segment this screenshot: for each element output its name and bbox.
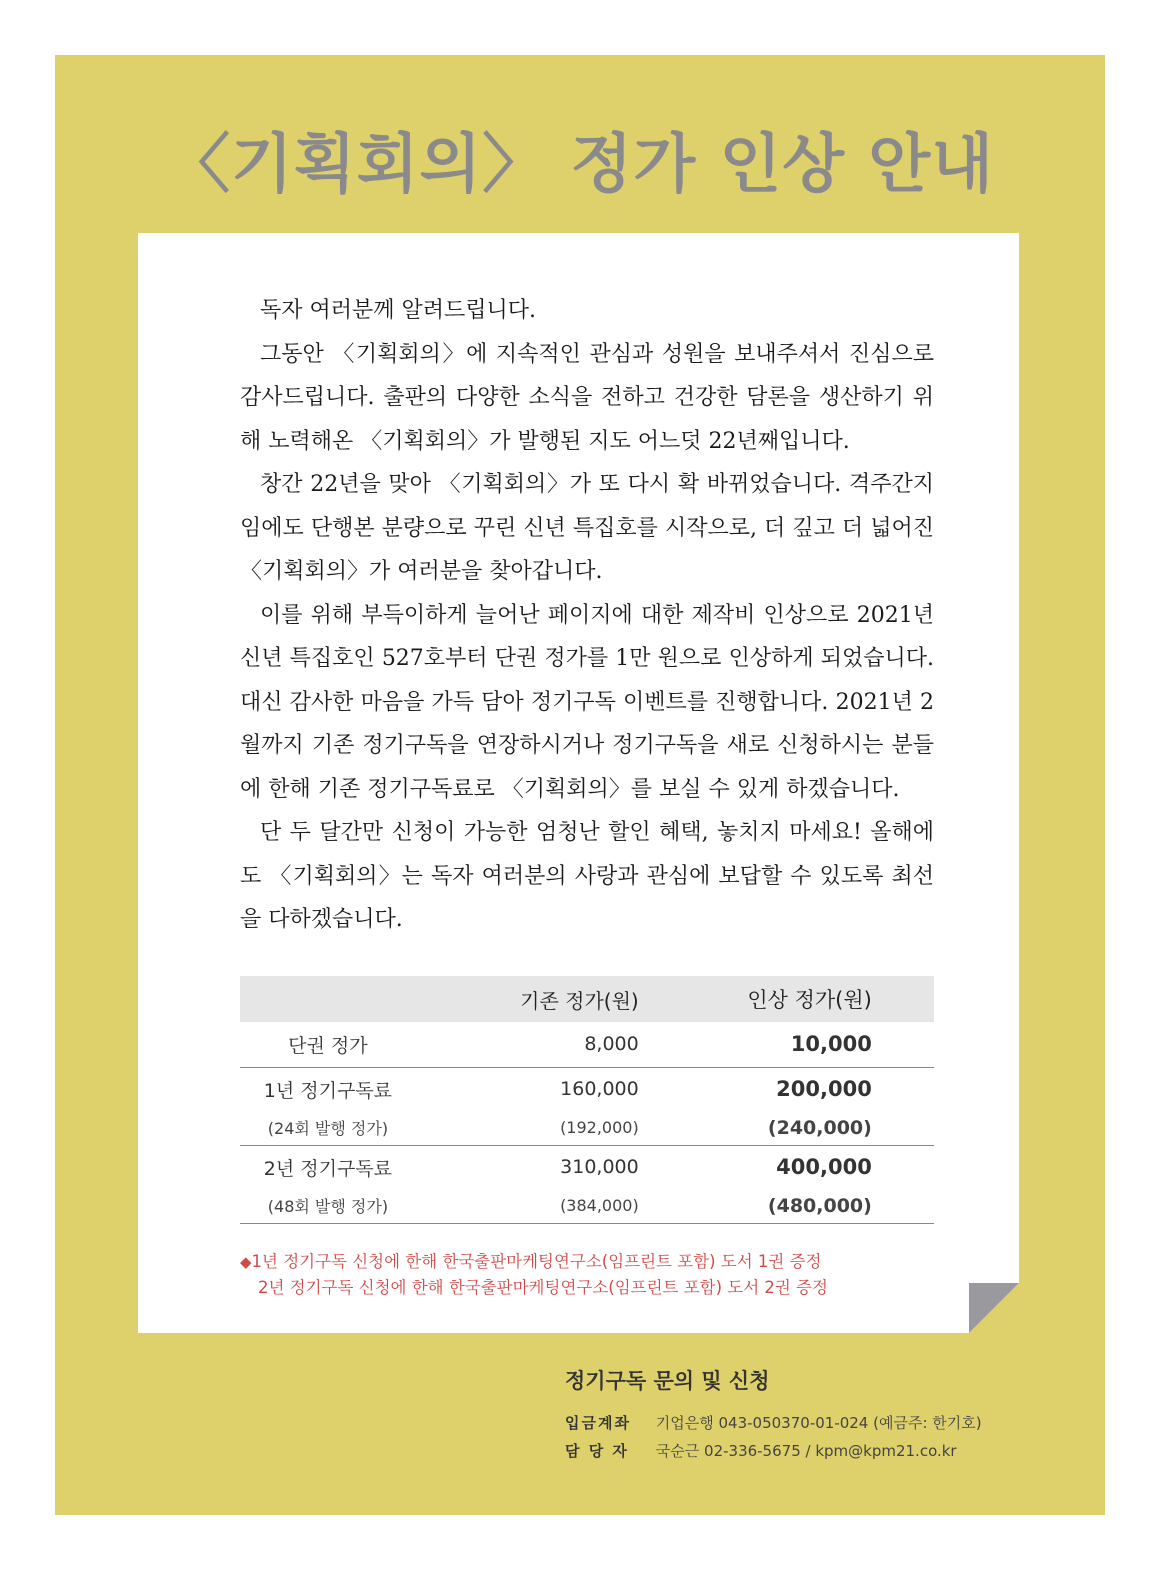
row-sub-label: (24회 발행 정가): [240, 1111, 416, 1145]
row-old-price: 310,000: [560, 1156, 639, 1179]
gift-note-2yr: 2년 정기구독 신청에 한해 한국출판마케팅연구소(임프린트 포함) 도서 2권 증정: [258, 1278, 828, 1297]
row-new-price: 200,000: [776, 1077, 872, 1102]
table-subrow: [240, 1189, 934, 1223]
row-sub-old-price: (192,000): [416, 1111, 639, 1145]
gift-notes: [240, 1249, 940, 1301]
notice-body: [240, 289, 934, 942]
table-header-old-price: 기존 정가(원): [416, 976, 639, 1022]
gift-note-1yr-text: 1년 정기구독 신청에 한해 한국출판마케팅연구소(임프린트 포함) 도서 1권 증정: [251, 1252, 822, 1271]
account-label: 입금계좌: [565, 1414, 631, 1432]
diamond-bullet-icon: ◆: [240, 1253, 252, 1271]
row-label: 1년 정기구독료: [263, 1079, 393, 1102]
paragraph-greeting: 독자 여러분께 알려드립니다.: [260, 298, 537, 323]
manager-label: 담 당 자: [565, 1442, 629, 1460]
paragraph-thanks: 그동안 〈기획회의〉에 지속적인 관심과 성원을 보내주셔서 진심으로 감사드립니다. 출판의 다양한 소식을 전하고 건강한 담론을 생산하기 위해 노력해온 〈기획회의〉가 발행된 지도 어느덧 22년째입니다.: [240, 341, 934, 454]
announcement-frame: [55, 55, 1105, 1515]
price-table: [240, 976, 934, 1224]
row-sub-new-price: (480,000): [639, 1189, 873, 1223]
notice-card: [138, 233, 1019, 1333]
row-new-price: 10,000: [639, 1022, 873, 1067]
table-row: [240, 1145, 934, 1189]
paragraph-renewal: 창간 22년을 맞아 〈기획회의〉가 또 다시 확 바뀌었습니다. 격주간지임에도 단행본 분량으로 꾸린 신년 특집호를 시작으로, 더 깊고 더 넓어진 〈기획회의〉가 여러분을 찾아갑니다.: [240, 472, 934, 584]
table-header-row: [240, 976, 934, 1022]
contact-title: 정기구독 문의 및 신청: [565, 1369, 770, 1393]
row-label: 단권 정가: [240, 1022, 416, 1067]
row-old-price: 8,000: [416, 1022, 639, 1067]
row-label: 2년 정기구독료: [263, 1157, 393, 1180]
paragraph-closing: 단 두 달간만 신청이 가능한 엄청난 할인 혜택, 놓치지 마세요! 올해에도 〈기획회의〉는 독자 여러분의 사랑과 관심에 보답할 수 있도록 최선을 다하겠습니다.: [240, 820, 934, 932]
subscription-contact: [565, 1365, 1065, 1465]
paragraph-price-change: 이를 위해 부득이하게 늘어난 페이지에 대한 제작비 인상으로 2021년 신년 특집호인 527호부터 단권 정가를 1만 원으로 인상하게 되었습니다. 대신 감사한 마음을 가득 담아 정기구독 이벤트를 진행합니다. 2021년 2월까지 기존 정기구독을 연장하시거나 정기구독을 새로 신청하시는 분들에 한해 기존 정기구독료로 〈기획회의〉를 보실 수 있게 하겠습니다.: [240, 602, 934, 802]
manager-value: 국순근 02-336-5675 / kpm@kpm21.co.kr: [655, 1442, 957, 1460]
gift-note-1yr: [240, 1249, 940, 1275]
account-row: [565, 1409, 1065, 1437]
table-row: [240, 1022, 934, 1067]
table-header-new-price: 인상 정가(원): [639, 976, 873, 1022]
page-title: 〈기획회의〉 정가 인상 안내: [165, 128, 995, 202]
account-value: 기업은행 043-050370-01-024 (예금주: 한기호): [655, 1414, 982, 1432]
table-header-empty: [240, 976, 416, 1022]
row-new-price: 400,000: [776, 1155, 872, 1180]
row-old-price: 160,000: [560, 1078, 639, 1101]
table-subrow: [240, 1111, 934, 1145]
table-header-pad: [873, 976, 934, 1022]
row-sub-label: (48회 발행 정가): [240, 1189, 416, 1223]
row-sub-old-price: (384,000): [416, 1189, 639, 1223]
table-row: [240, 1067, 934, 1111]
manager-row: [565, 1437, 1065, 1465]
row-sub-new-price: (240,000): [639, 1111, 873, 1145]
